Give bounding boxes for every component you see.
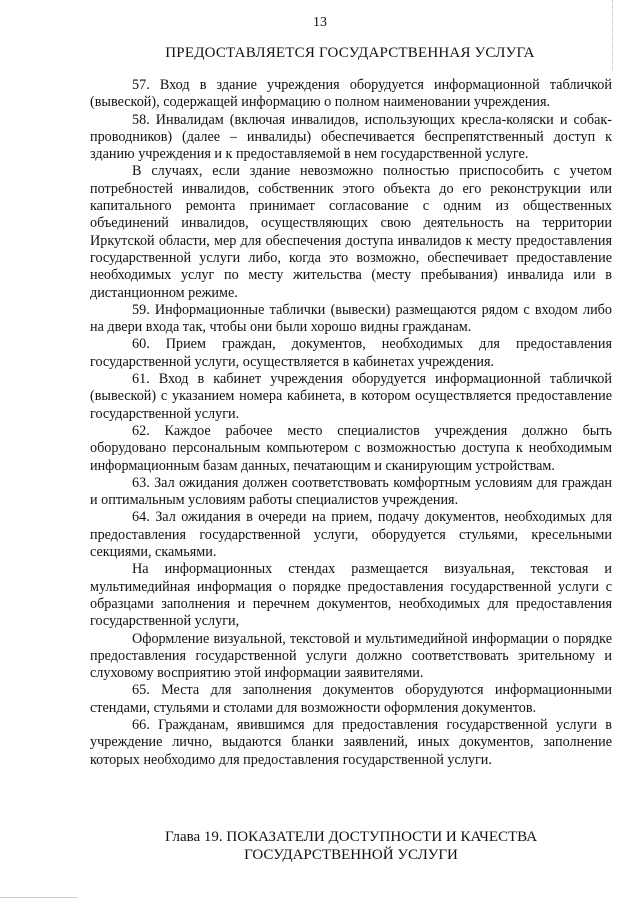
crop-mark-line: [612, 0, 613, 70]
paragraph-57: 57. Вход в здание учреждения оборудуется информационной табличкой (вывеской), содержащей информацию о полном наименовании учреждения.: [90, 77, 612, 111]
document-body: [90, 77, 612, 769]
paragraph-58-continuation: В случаях, если здание невозможно полностью приспособить с учетом потребностей инвалидов, собственник этого объекта до его реконструкции или капитального ремонта принимает согласование с одним из общественных объединений инвалидов, осуществляющих свою деятельность на территории Иркутской области, мер для обеспечения доступа инвалидов к месту предоставления государственной услуги либо, когда это возможно, обеспечивает предоставление необходимых услуг по месту жительства (месту пребывания) инвалида или в дистанционном режиме.: [90, 163, 612, 301]
paragraph-64-info-stands: На информационных стендах размещается визуальная, текстовая и мультимедийная информация о порядке предоставления государственной услуги с образцами заполнения и перечнем документов, необходимых для предоставления государственной услуги,: [90, 561, 612, 630]
chapter-title-line-1: Глава 19. ПОКАЗАТЕЛИ ДОСТУПНОСТИ И КАЧЕСТВА: [164, 829, 538, 845]
paragraph-58: 58. Инвалидам (включая инвалидов, использующих кресла-коляски и собак-проводников) (далее – инвалиды) обеспечивается беспрепятственный доступ к зданию учреждения и к предоставляемой в нем государственной услуге.: [90, 111, 612, 163]
chapter-title-line-2: ГОСУДАРСТВЕННОЙ УСЛУГИ: [244, 846, 458, 863]
chapter-title: [90, 829, 612, 864]
paragraph-63: 63. Зал ожидания должен соответствовать комфортным условиям для граждан и оптимальным условиям работы специалистов учреждения.: [90, 474, 612, 509]
paragraph-66: 66. Гражданам, явившимся для предоставления государственной услуги в учреждение лично, выдаются бланки заявлений, иных документов, заполнение которых необходимо для предоставления государственной услуги.: [90, 716, 612, 768]
paragraph-64-design: Оформление визуальной, текстовой и мультимедийной информации о порядке предоставления государственной услуги должно соответствовать зрительному и слуховому восприятию этой информации заявителями.: [90, 630, 612, 682]
paragraph-59: 59. Информационные таблички (вывески) размещаются рядом с входом либо на двери входа так, чтобы они были хорошо видны гражданам.: [90, 301, 612, 336]
bottom-edge-line: [0, 897, 78, 898]
paragraph-65: 65. Места для заполнения документов оборудуются информационными стендами, стульями и столами для возможности оформления документов.: [90, 682, 612, 716]
paragraph-62: 62. Каждое рабочее место специалистов учреждения должно быть оборудовано персональным компьютером с возможностью доступа к необходимым информационным базам данных, печатающим и сканирующим устройствам.: [90, 422, 612, 474]
section-heading: ПРЕДОСТАВЛЯЕТСЯ ГОСУДАРСТВЕННАЯ УСЛУГА: [165, 45, 535, 61]
paragraph-60: 60. Прием граждан, документов, необходимых для предоставления государственной услуги, осуществляется в кабинетах учреждения.: [90, 336, 612, 370]
paragraph-64: 64. Зал ожидания в очереди на прием, подачу документов, необходимых для предоставления государственной услуги, оборудуется стульями, кресельными секциями, скамьями.: [90, 509, 612, 561]
paragraph-61: 61. Вход в кабинет учреждения оборудуется информационной табличкой (вывеской) с указанием номера кабинета, в котором осуществляется предоставление государственной услуги.: [90, 371, 612, 422]
page-number: 13: [313, 15, 327, 30]
